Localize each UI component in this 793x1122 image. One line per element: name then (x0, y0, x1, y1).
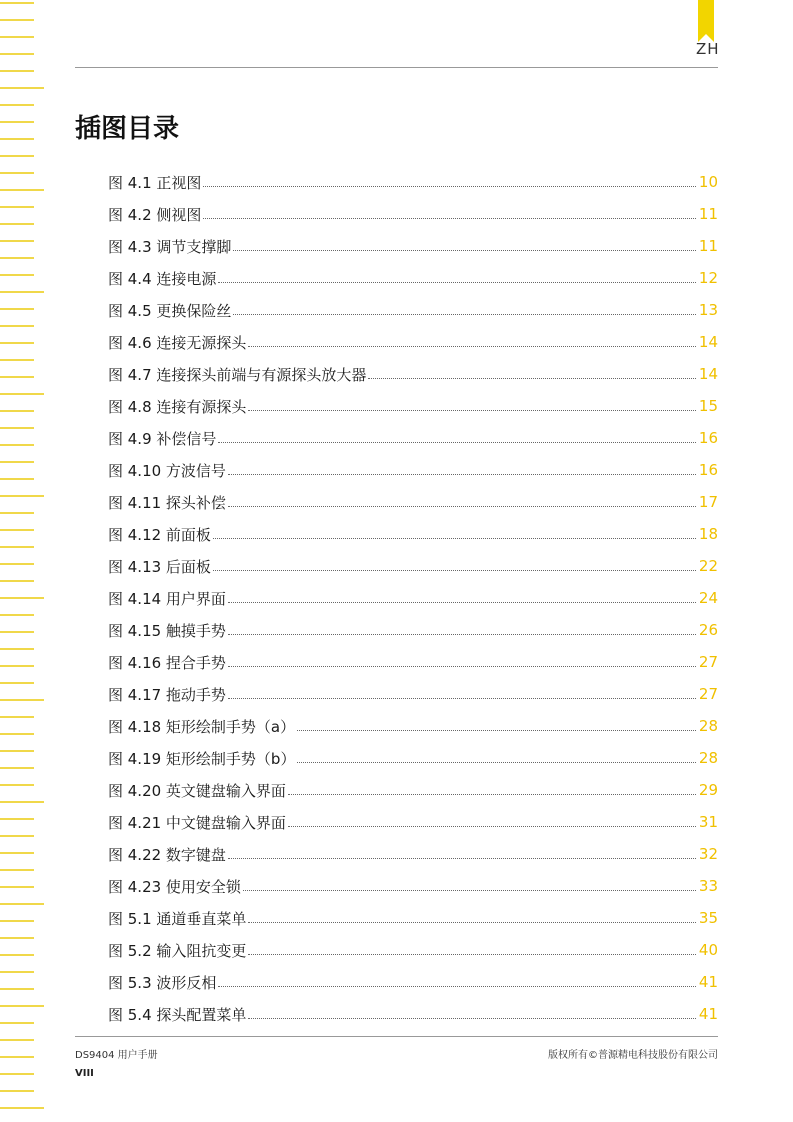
toc-entry-label: 图 4.16 捏合手势 (108, 653, 226, 672)
ruler-tick (0, 716, 34, 718)
toc-entry-page: 12 (698, 269, 718, 287)
ruler-tick (0, 70, 34, 72)
ruler-tick (0, 1056, 34, 1058)
dot-leader (248, 1003, 696, 1019)
toc-entry-page: 41 (698, 1005, 718, 1023)
ruler-tick (0, 189, 44, 191)
ruler-tick (0, 699, 44, 701)
ruler-tick (0, 1090, 34, 1092)
dot-leader (228, 683, 696, 699)
ruler-tick (0, 325, 34, 327)
ruler-tick (0, 376, 34, 378)
language-label: ZH (696, 40, 720, 58)
ruler-tick (0, 2, 34, 4)
toc-entry[interactable] (108, 166, 718, 198)
toc-entry-label: 图 4.5 更换保险丝 (108, 301, 232, 320)
figure-list (108, 166, 718, 1030)
ruler-tick (0, 308, 34, 310)
dot-leader (228, 587, 696, 603)
dot-leader (233, 299, 696, 315)
dot-leader (368, 363, 696, 379)
toc-entry-page: 14 (698, 365, 718, 383)
ruler-tick (0, 784, 34, 786)
ruler-tick (0, 410, 34, 412)
toc-entry[interactable] (108, 870, 718, 902)
ruler-tick (0, 444, 34, 446)
ruler-tick (0, 393, 44, 395)
toc-entry-label: 图 4.6 连接无源探头 (108, 333, 247, 352)
ruler-tick (0, 631, 34, 633)
ruler-tick (0, 1039, 34, 1041)
dot-leader (213, 523, 696, 539)
toc-entry[interactable] (108, 262, 718, 294)
toc-entry[interactable] (108, 838, 718, 870)
dot-leader (243, 875, 696, 891)
ruler-tick (0, 988, 34, 990)
toc-entry-label: 图 4.15 触摸手势 (108, 621, 226, 640)
toc-entry-label: 图 5.4 探头配置菜单 (108, 1005, 247, 1024)
dot-leader (248, 907, 696, 923)
dot-leader (203, 203, 696, 219)
ruler-tick (0, 648, 34, 650)
dot-leader (228, 491, 696, 507)
toc-entry-label: 图 4.20 英文键盘输入界面 (108, 781, 286, 800)
toc-entry-page: 13 (698, 301, 718, 319)
toc-entry-page: 27 (698, 685, 718, 703)
dot-leader (248, 939, 696, 955)
toc-entry[interactable] (108, 230, 718, 262)
toc-entry-page: 11 (698, 205, 718, 223)
toc-entry-page: 18 (698, 525, 718, 543)
toc-entry[interactable] (108, 774, 718, 806)
ruler-tick (0, 529, 34, 531)
toc-entry[interactable] (108, 902, 718, 934)
ruler-tick (0, 172, 34, 174)
ruler-tick (0, 920, 34, 922)
ruler-tick (0, 512, 34, 514)
toc-entry[interactable] (108, 198, 718, 230)
ruler-tick (0, 886, 34, 888)
toc-entry[interactable] (108, 806, 718, 838)
toc-entry-page: 16 (698, 429, 718, 447)
toc-entry-page: 29 (698, 781, 718, 799)
toc-entry-page: 41 (698, 973, 718, 991)
ruler-tick (0, 1022, 34, 1024)
toc-entry-page: 28 (698, 749, 718, 767)
toc-entry-label: 图 4.4 连接电源 (108, 269, 217, 288)
ruler-tick (0, 223, 34, 225)
toc-entry-label: 图 4.3 调节支撑脚 (108, 237, 232, 256)
toc-entry[interactable] (108, 742, 718, 774)
ruler-tick (0, 206, 34, 208)
footer-copyright: 版权所有©普源精电科技股份有限公司 (548, 1050, 718, 1061)
ruler-tick (0, 1073, 34, 1075)
page-title: 插图目录 (75, 114, 180, 144)
toc-entry[interactable] (108, 678, 718, 710)
footer-divider (75, 1036, 718, 1037)
ruler-tick (0, 121, 34, 123)
dot-leader (288, 779, 696, 795)
ruler-tick (0, 563, 34, 565)
ruler-tick (0, 835, 34, 837)
ruler-tick (0, 869, 34, 871)
ruler-tick (0, 342, 34, 344)
ruler-tick (0, 155, 34, 157)
toc-entry-page: 32 (698, 845, 718, 863)
toc-entry-label: 图 5.2 输入阻抗变更 (108, 941, 247, 960)
toc-entry-label: 图 4.10 方波信号 (108, 461, 226, 480)
ruler-tick (0, 359, 34, 361)
toc-entry-label: 图 4.1 正视图 (108, 173, 202, 192)
ruler-tick (0, 801, 44, 803)
toc-entry-label: 图 4.8 连接有源探头 (108, 397, 247, 416)
dot-leader (228, 651, 696, 667)
language-tab-marker (698, 0, 714, 34)
dot-leader (288, 811, 696, 827)
ruler-tick (0, 954, 34, 956)
ruler-tick (0, 36, 34, 38)
dot-leader (228, 843, 696, 859)
ruler-tick (0, 291, 44, 293)
toc-entry-page: 31 (698, 813, 718, 831)
toc-entry[interactable] (108, 582, 718, 614)
toc-entry-label: 图 4.19 矩形绘制手势（b） (108, 749, 296, 768)
toc-entry[interactable] (108, 454, 718, 486)
ruler-tick (0, 274, 34, 276)
toc-entry-page: 14 (698, 333, 718, 351)
toc-entry-label: 图 4.23 使用安全锁 (108, 877, 241, 896)
ruler-tick (0, 750, 34, 752)
toc-entry[interactable] (108, 966, 718, 998)
toc-entry[interactable] (108, 326, 718, 358)
dot-leader (297, 715, 696, 731)
page-number: VIII (75, 1068, 94, 1079)
ruler-tick (0, 937, 34, 939)
toc-entry-page: 26 (698, 621, 718, 639)
ruler-tick (0, 461, 34, 463)
toc-entry-page: 16 (698, 461, 718, 479)
dot-leader (203, 171, 696, 187)
toc-entry-label: 图 4.14 用户界面 (108, 589, 226, 608)
toc-entry[interactable] (108, 390, 718, 422)
ruler-tick (0, 767, 34, 769)
toc-entry-page: 11 (698, 237, 718, 255)
toc-entry-page: 35 (698, 909, 718, 927)
ruler-tick (0, 1107, 44, 1109)
ruler-tick (0, 903, 44, 905)
toc-entry-page: 10 (698, 173, 718, 191)
toc-entry[interactable] (108, 998, 718, 1030)
toc-entry[interactable] (108, 422, 718, 454)
toc-entry-label: 图 4.21 中文键盘输入界面 (108, 813, 286, 832)
toc-entry-label: 图 5.1 通道垂直菜单 (108, 909, 247, 928)
toc-entry[interactable] (108, 934, 718, 966)
toc-entry[interactable] (108, 710, 718, 742)
margin-ruler (0, 0, 48, 1122)
toc-entry-label: 图 4.22 数字键盘 (108, 845, 226, 864)
ruler-tick (0, 818, 34, 820)
ruler-tick (0, 87, 44, 89)
ruler-tick (0, 1005, 44, 1007)
toc-entry[interactable] (108, 358, 718, 390)
dot-leader (218, 971, 696, 987)
toc-entry-label: 图 4.12 前面板 (108, 525, 211, 544)
toc-entry-page: 40 (698, 941, 718, 959)
toc-entry[interactable] (108, 518, 718, 550)
dot-leader (248, 331, 696, 347)
toc-entry[interactable] (108, 646, 718, 678)
ruler-tick (0, 597, 44, 599)
dot-leader (213, 555, 696, 571)
dot-leader (233, 235, 696, 251)
ruler-tick (0, 478, 34, 480)
toc-entry-label: 图 4.18 矩形绘制手势（a） (108, 717, 296, 736)
ruler-tick (0, 546, 34, 548)
dot-leader (297, 747, 696, 763)
dot-leader (218, 427, 696, 443)
dot-leader (228, 619, 696, 635)
footer-manual-title: DS9404 用户手册 (75, 1050, 158, 1061)
ruler-tick (0, 852, 34, 854)
toc-entry-page: 17 (698, 493, 718, 511)
toc-entry[interactable] (108, 550, 718, 582)
toc-entry-page: 27 (698, 653, 718, 671)
ruler-tick (0, 427, 34, 429)
ruler-tick (0, 257, 34, 259)
toc-entry-label: 图 4.11 探头补偿 (108, 493, 226, 512)
ruler-tick (0, 971, 34, 973)
ruler-tick (0, 240, 34, 242)
dot-leader (228, 459, 696, 475)
toc-entry-page: 22 (698, 557, 718, 575)
toc-entry-label: 图 4.17 拖动手势 (108, 685, 226, 704)
toc-entry-page: 24 (698, 589, 718, 607)
dot-leader (248, 395, 696, 411)
toc-entry-label: 图 5.3 波形反相 (108, 973, 217, 992)
toc-entry-label: 图 4.7 连接探头前端与有源探头放大器 (108, 365, 367, 384)
toc-entry-label: 图 4.9 补偿信号 (108, 429, 217, 448)
ruler-tick (0, 733, 34, 735)
dot-leader (218, 267, 696, 283)
ruler-tick (0, 138, 34, 140)
ruler-tick (0, 580, 34, 582)
toc-entry[interactable] (108, 294, 718, 326)
ruler-tick (0, 19, 34, 21)
ruler-tick (0, 614, 34, 616)
ruler-tick (0, 53, 34, 55)
toc-entry-label: 图 4.2 侧视图 (108, 205, 202, 224)
toc-entry[interactable] (108, 486, 718, 518)
toc-entry-page: 15 (698, 397, 718, 415)
toc-entry-page: 33 (698, 877, 718, 895)
toc-entry-label: 图 4.13 后面板 (108, 557, 211, 576)
toc-entry-page: 28 (698, 717, 718, 735)
ruler-tick (0, 104, 34, 106)
toc-entry[interactable] (108, 614, 718, 646)
ruler-tick (0, 665, 34, 667)
header-divider (75, 67, 718, 68)
ruler-tick (0, 682, 34, 684)
ruler-tick (0, 495, 44, 497)
